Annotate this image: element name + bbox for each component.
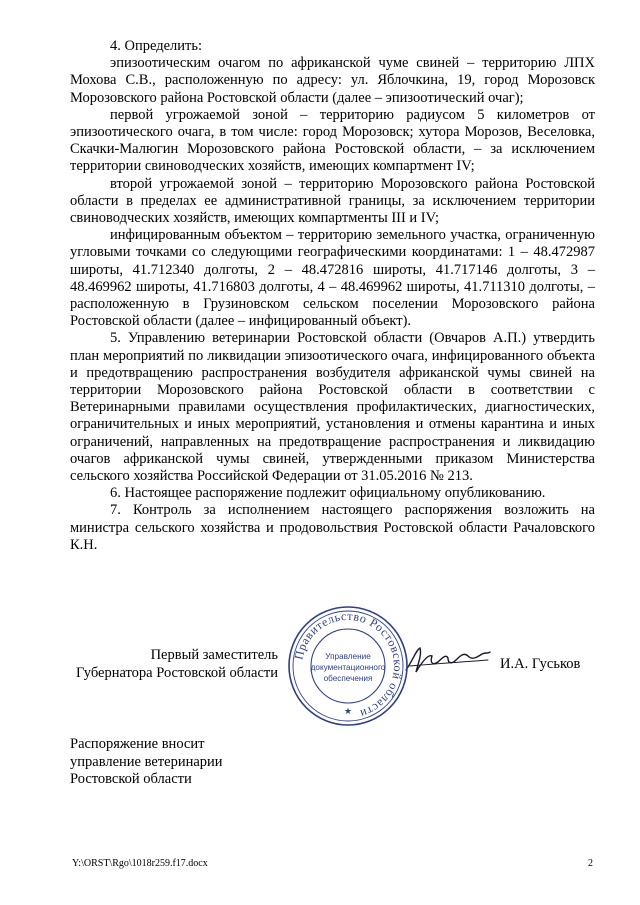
contributor-block [70, 736, 223, 789]
footer-file-path: Y:\ORST\Rgo\1018r259.f17.docx [72, 858, 208, 869]
seal-center-line-2: документационного [310, 663, 386, 672]
contributor-line-2: управление ветеринарии [70, 753, 223, 770]
signatory-name: И.А. Гуськов [500, 656, 581, 672]
seal-center-line-3: обеспечения [323, 674, 373, 683]
signatory-position-line-2: Губернатора Ростовской области [75, 665, 278, 681]
paragraph-first-zone: первой угрожаемой зоной – территорию радиусом 5 километров от эпизоотического очага, в том числе: город Морозовск; хутора Морозов, Веселовка, Скачки-Малюгин Морозовского района Ростовской области, – за исключением территории свиноводческих хозяйств, имеющих компартмент IV; [70, 106, 595, 175]
document-body [70, 38, 595, 554]
paragraph-4-heading: 4. Определить: [110, 38, 203, 54]
paragraph-second-zone: второй угрожаемой зоной – территорию Морозовского района Ростовской области в пределах ее административной границы, за исключением территории свиноводческих хозяйств, имеющих компартменты III и IV; [70, 175, 595, 227]
paragraph-7: 7. Контроль за исполнением настоящего распоряжения возложить на министра сельского хозяйства и продовольствия Ростовской области Рачаловского К.Н. [70, 502, 595, 553]
signatory-position [64, 646, 278, 682]
paragraph-epizootic-focus: эпизоотическим очагом по африканской чуме свиней – территорию ЛПХ Мохова С.В., расположенную по адресу: ул. Яблочкина, 19, город Морозовск Морозовского района Ростовской области (далее – эпизоотический очаг); [70, 55, 595, 106]
seal-ring-text: Правительство Ростовской области [291, 608, 406, 722]
seal-star-icon: ★ [343, 706, 353, 716]
paragraph-infected-object: инфицированным объектом – территорию земельного участка, ограниченную угловыми точками со следующими географическими координатами: 1 – 48.472987 широты, 41.712340 долготы, 2 – 48.472816 широты, 41.717146 долготы, 3 – 48.469962 широты, 41.716803 долготы, 4 – 48.469962 широты, 41.711310 долготы, – расположенную в Грузиновском сельском поселении Морозовского района Ростовской области (далее – инфицированный объект). [70, 227, 595, 330]
page-number: 2 [588, 858, 593, 869]
seal-center-line-1: Управление [325, 652, 371, 661]
contributor-line-1: Распоряжение вносит [70, 736, 205, 752]
official-seal [285, 603, 411, 729]
paragraph-6: 6. Настоящее распоряжение подлежит официальному опубликованию. [110, 485, 546, 502]
signatory-position-line-1: Первый заместитель [150, 647, 278, 663]
handwritten-signature [402, 640, 492, 680]
contributor-line-3: Ростовской области [70, 771, 192, 787]
paragraph-5: 5. Управлению ветеринарии Ростовской области (Овчаров А.П.) утвердить план мероприятий по ликвидации эпизоотического очага, инфицированного объекта и предотвращению распространения возбудителя африканской чумы свиней на территории Морозовского района Ростовской области в соответствии с Ветеринарными правилами осуществления профилактических, диагностических, ограничительных и иных мероприятий, установления и отмены карантина и иных ограничений, направленных на предотвращение распространения и ликвидацию очагов африканской чумы свиней, утвержденными приказом Министерства сельского хозяйства Российской Федерации от 31.05.2016 № 213. [70, 330, 595, 485]
